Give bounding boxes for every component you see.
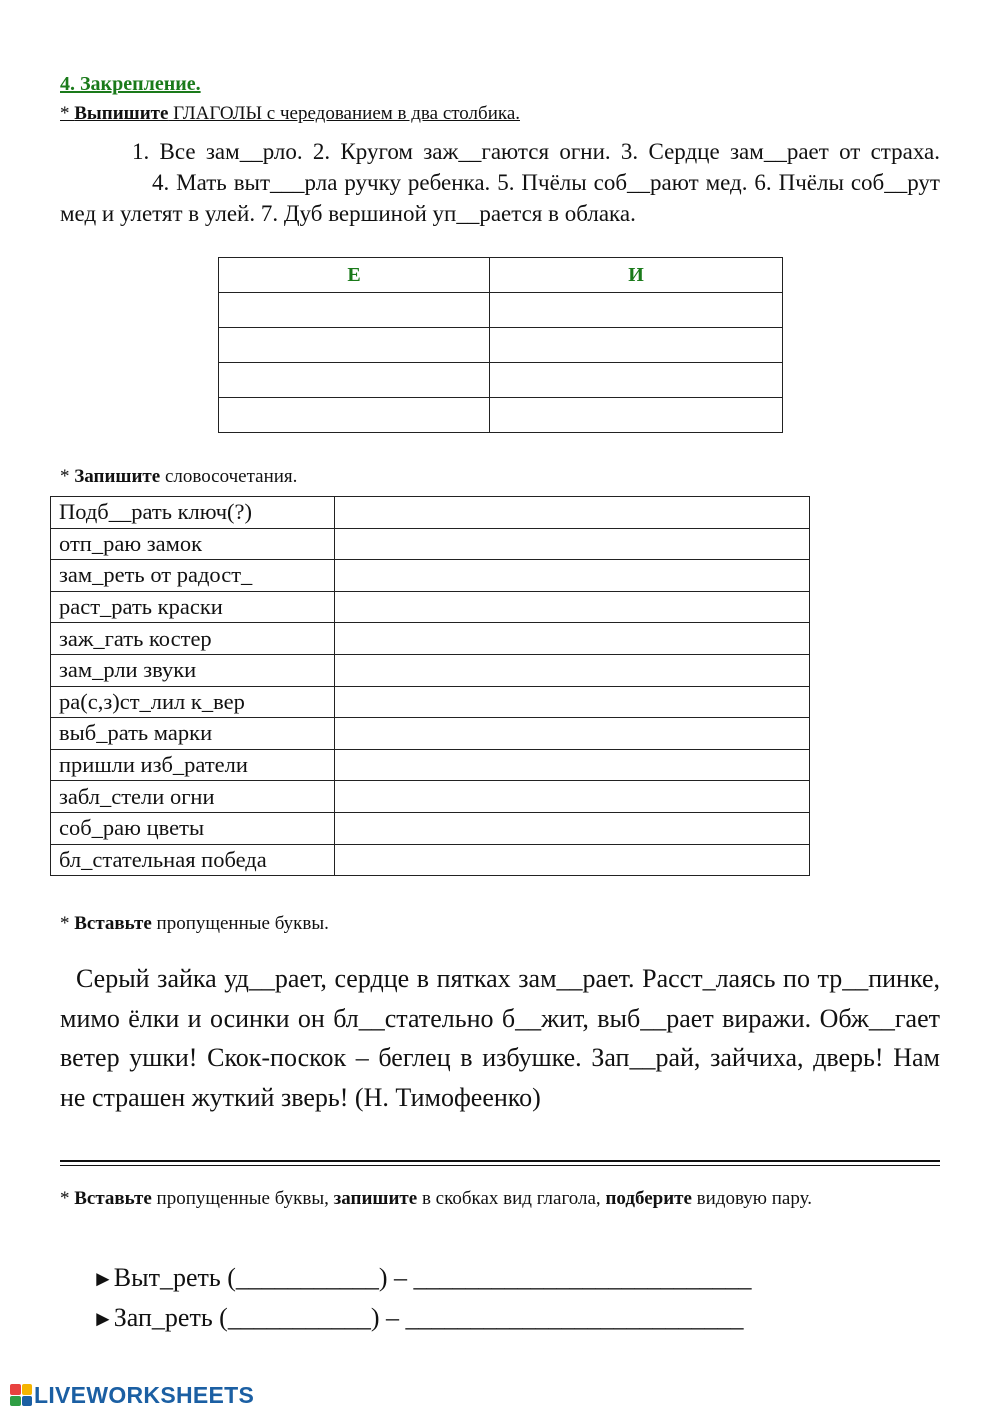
answer-cell[interactable]	[335, 781, 810, 813]
phrase-cell: соб_раю цветы	[51, 812, 335, 844]
logo-text: LIVEWORKSHEETS	[34, 1381, 255, 1408]
exercise-item-2[interactable]: ►Зап_реть (___________) – __________________________	[92, 1303, 744, 1332]
poem-text: Серый зайка уд__рает, сердце в пятках зам__рает. Расст_лаясь по тр__пинке, мимо ёлки и осинки он бл__стательно б__жит, выб__рает виражи. Обж__гает ветер ушки! Скок-поскок – беглец в избушке. Зап__рай, зайчиха, дверь! Нам не страшен жуткий зверь! (Н. Тимофеенко)	[60, 964, 940, 1112]
phrase-cell: зам_рли звуки	[51, 654, 335, 686]
divider-line	[60, 1160, 940, 1162]
answer-cell[interactable]	[335, 497, 810, 529]
divider-line	[60, 1165, 940, 1166]
exercise-item-1[interactable]: ►Выт_реть (___________) – __________________________	[92, 1263, 752, 1292]
table-row	[51, 591, 810, 623]
column-header-e: Е	[219, 258, 490, 293]
answer-cell[interactable]	[335, 654, 810, 686]
column-header-i: И	[490, 258, 783, 293]
phrase-cell: забл_стели огни	[51, 781, 335, 813]
answer-cell[interactable]	[490, 328, 783, 363]
answer-cell[interactable]	[219, 328, 490, 363]
task-3-instruction: * Вставьте пропущенные буквы.	[60, 913, 329, 934]
table-row	[51, 686, 810, 718]
liveworksheets-logo	[10, 1380, 254, 1410]
table-row	[51, 812, 810, 844]
table-row	[51, 844, 810, 876]
answer-cell[interactable]	[335, 686, 810, 718]
phrase-cell: заж_гать костер	[51, 623, 335, 655]
task-4-instruction: * Вставьте пропущенные буквы, запишите в скобках вид глагола, подберите видовую пару.	[60, 1188, 812, 1209]
phrases-table	[50, 496, 810, 876]
answer-cell[interactable]	[490, 363, 783, 398]
task-1-instruction: * Выпишите ГЛАГОЛЫ с чередованием в два столбика.	[60, 103, 520, 124]
table-row	[51, 654, 810, 686]
answer-cell[interactable]	[335, 623, 810, 655]
answer-cell[interactable]	[219, 363, 490, 398]
phrase-cell: бл_стательная победа	[51, 844, 335, 876]
answer-cell[interactable]	[335, 528, 810, 560]
answer-cell[interactable]	[490, 293, 783, 328]
phrase-cell: выб_рать марки	[51, 718, 335, 750]
table-row	[51, 623, 810, 655]
table-row	[51, 497, 810, 529]
table-row	[51, 718, 810, 750]
task-2-instruction: * Запишите словосочетания.	[60, 466, 298, 487]
arrow-icon: ►	[92, 1266, 114, 1291]
phrase-cell: отп_раю замок	[51, 528, 335, 560]
phrase-cell: Подб__рать ключ(?)	[51, 497, 335, 529]
phrase-cell: пришли изб_ратели	[51, 749, 335, 781]
section-title: 4. Закрепление.	[60, 73, 201, 95]
answer-cell[interactable]	[335, 560, 810, 592]
exercise-text-line-1: 1. Все зам__рло. 2. Кругом заж__гаются огни. 3. Сердце зам__рает от страха.	[132, 139, 940, 164]
phrase-cell: зам_реть от радост_	[51, 560, 335, 592]
answer-cell[interactable]	[219, 398, 490, 433]
table-row	[51, 560, 810, 592]
phrase-cell: раст_рать краски	[51, 591, 335, 623]
liveworksheets-logo-icon	[10, 1384, 32, 1406]
answer-cell[interactable]	[335, 718, 810, 750]
exercise-text-1	[60, 136, 940, 229]
answer-cell[interactable]	[335, 844, 810, 876]
table-row	[51, 781, 810, 813]
phrase-cell: ра(с,з)ст_лил к_вер	[51, 686, 335, 718]
table-row	[51, 528, 810, 560]
table-row	[51, 749, 810, 781]
answer-cell[interactable]	[490, 398, 783, 433]
answer-cell[interactable]	[335, 812, 810, 844]
arrow-icon: ►	[92, 1306, 114, 1331]
e-i-table	[218, 257, 783, 433]
exercise-text-line-2: 4. Мать выт___рла ручку ребенка. 5. Пчёлы соб__рают мед. 6. Пчёлы соб__рут мед и улетят в улей. 7. Дуб вершиной уп__рается в облака.	[60, 170, 940, 226]
answer-cell[interactable]	[335, 591, 810, 623]
answer-cell[interactable]	[219, 293, 490, 328]
answer-cell[interactable]	[335, 749, 810, 781]
